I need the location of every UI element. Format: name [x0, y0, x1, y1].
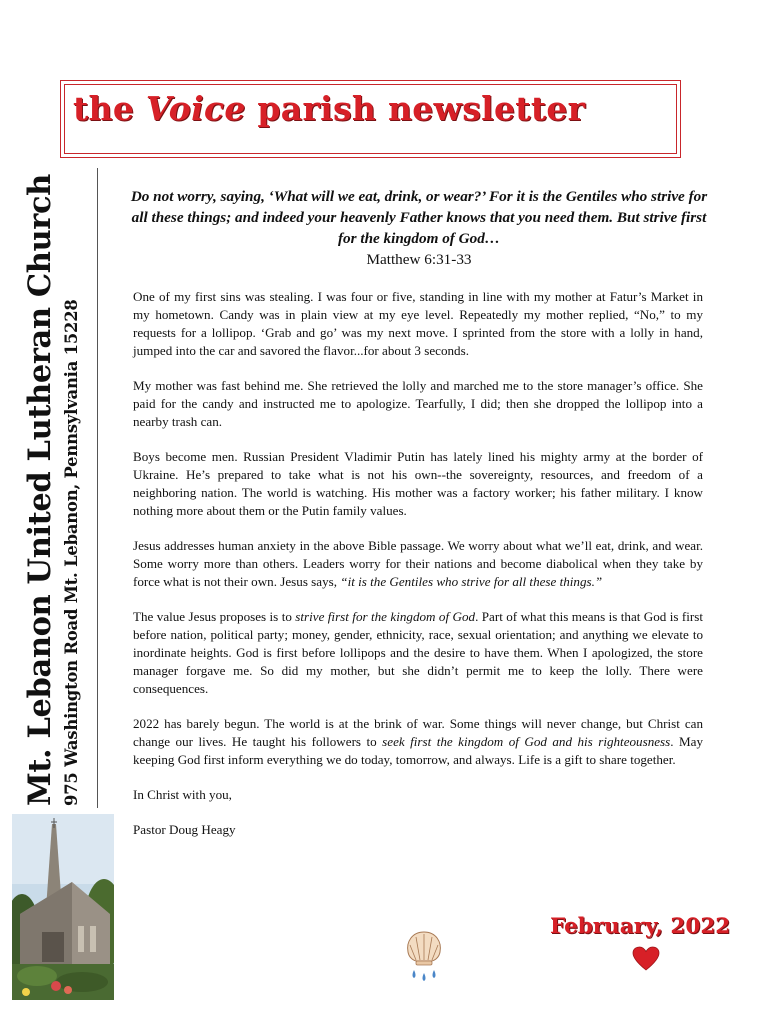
- paragraph-5-text-b: . Part of what this means is that God is first before nation, political party; money, gender, ethnicity, race, sexual orientation; and anything we elevate to inordinate heights. God is first before lollipops and the desire to have them. When I apologized, the store manager forgave me. So did my mother, but she didn’t permit me to keep the lolly. There were consequences.: [133, 609, 703, 696]
- paragraph-5-emphasis: strive first for the kingdom of God: [295, 609, 476, 624]
- paragraph-4: [133, 537, 703, 591]
- paragraph-5: [133, 608, 703, 698]
- church-name: Mt. Lebanon United Lutheran Church: [22, 174, 58, 806]
- shell-icon: [404, 930, 444, 984]
- paragraph-6-text-a: 2022 has barely begun. The world is at the brink of war. Some things will never change, but Christ can change our lives. He taught his followers to: [133, 716, 703, 749]
- heart-icon: [632, 946, 660, 972]
- paragraph-5-text-a: The value Jesus proposes is to: [133, 609, 296, 624]
- closing-line: In Christ with you,: [133, 787, 232, 802]
- paragraph-1: One of my first sins was stealing. I was four or five, standing in line with my mother at Fatur’s Market in my hometown. Candy was in plain view at my eye level. Repeatedly my mother replied, “No,” to my requests for a lollipop. ‘Grab and go’ was my next move. I sprinted from the store with a lolly in hand, jumped into the car and savored the flavor...for about 3 seconds.: [133, 289, 703, 358]
- scripture-quote: [130, 186, 708, 270]
- masthead-frame: [60, 80, 681, 158]
- newsletter-title: [73, 89, 585, 128]
- sidebar-divider: [97, 168, 98, 808]
- paragraph-4-quote: “it is the Gentiles who strive for all these things.”: [340, 574, 603, 589]
- paragraph-4-text: Jesus addresses human anxiety in the above Bible passage. We worry about what we’ll eat, drink, and wear. Some worry more than others. Leaders worry for their nations and become diabolical when they take by force what is not their own. Jesus says,: [133, 538, 703, 589]
- scripture-reference: Matthew 6:31-33: [366, 251, 472, 268]
- title-italic: Voice: [145, 89, 246, 128]
- paragraph-2: My mother was fast behind me. She retrieved the lolly and marched me to the store manager’s office. She paid for the candy and instructed me to apologize. Tearfully, I did; then she dropped the lollipop into a nearby trash can.: [133, 378, 703, 429]
- paragraph-6-emphasis: seek first the kingdom of God and his righteousness: [382, 734, 671, 749]
- paragraph-6-text-b: . May keeping God first inform everything we do today, tomorrow, and always. Life is a gift to share together.: [133, 734, 703, 767]
- church-address: 975 Washington Road Mt. Lebanon, Pennsylvania 15228: [62, 299, 81, 806]
- masthead-inner-frame: [64, 84, 677, 154]
- paragraph-3: Boys become men. Russian President Vladimir Putin has lately lined his mighty army at the border of Ukraine. He’s prepared to take what is not his own--the sovereignty, resources, and freedom of a neighboring nation. The world is watching. His mother was a factory worker; his father military. I know nothing more about them or the Putin family values.: [133, 449, 703, 518]
- paragraph-6: [133, 715, 703, 769]
- title-prefix: the: [73, 89, 146, 128]
- sidebar-church-info: [22, 174, 92, 806]
- title-suffix: parish newsletter: [245, 89, 586, 128]
- signature: Pastor Doug Heagy: [133, 822, 236, 837]
- letter-body: [133, 288, 703, 856]
- scripture-text: Do not worry, saying, ‘What will we eat, drink, or wear?’ For it is the Gentiles who strive for all these things; and indeed your heavenly Father knows that you need them. But strive first for the kingdom of God…: [130, 188, 708, 247]
- issue-date: February, 2022: [550, 914, 731, 939]
- church-photo: [12, 814, 114, 1000]
